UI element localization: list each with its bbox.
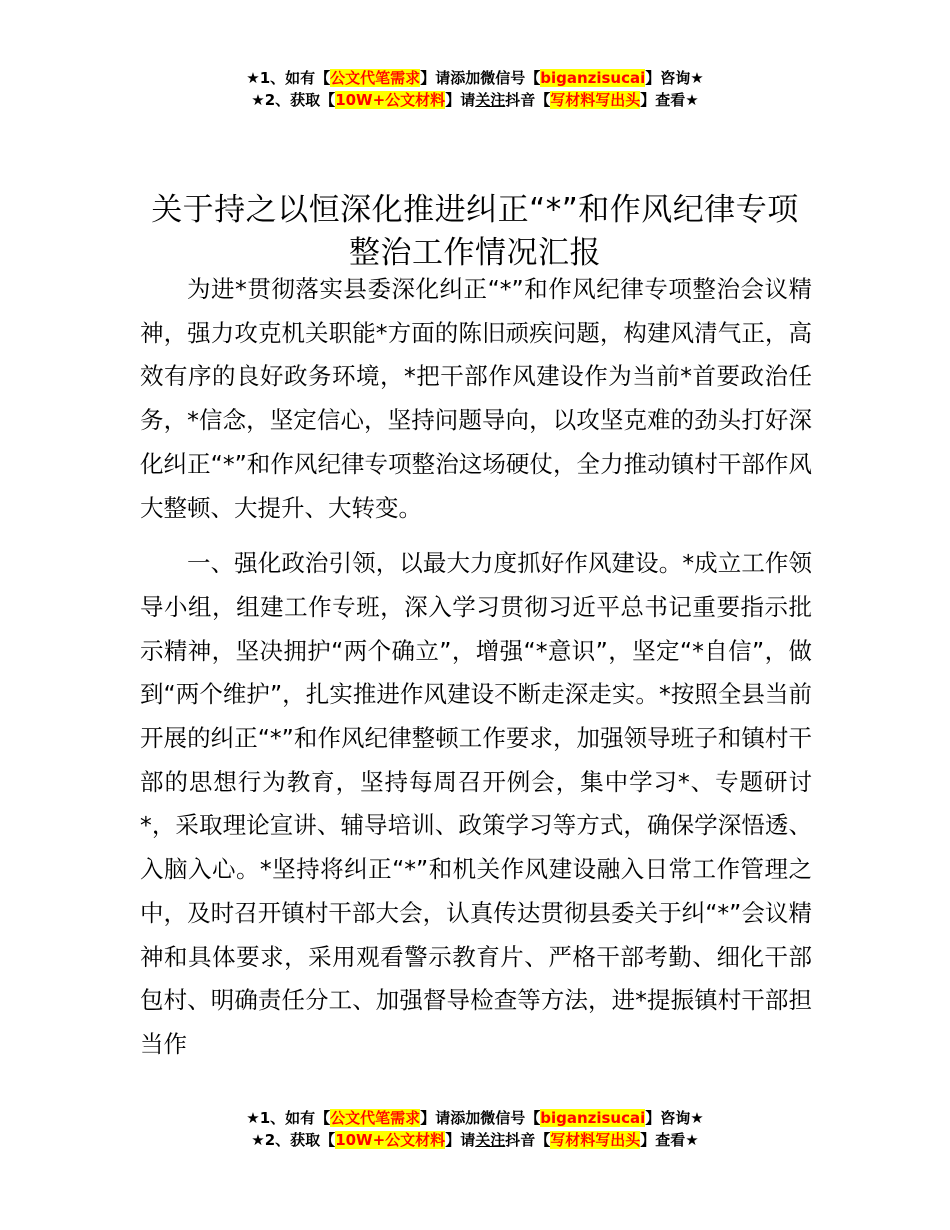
promo-materials-highlight: 10W+公文材料 [335, 91, 446, 109]
promo-follow-underlined: 关注 [475, 91, 506, 109]
promo-materials-highlight: 10W+公文材料 [335, 1131, 446, 1149]
promo-follow-underlined: 关注 [475, 1131, 506, 1149]
promo-line-2-middle-a: 】请 [445, 91, 476, 109]
promo-douyin-account: 写材料写出头 [550, 91, 641, 109]
promo-service-highlight: 公文代笔需求 [330, 69, 421, 87]
footer-promo-banner [0, 1107, 950, 1151]
promo-line-2-middle-b: 抖音【 [505, 1131, 551, 1149]
header-promo-banner [0, 67, 950, 111]
promo-line-1 [0, 1107, 950, 1129]
paragraph-intro: 为进*贯彻落实县委深化纠正“*”和作风纪律专项整治会议精神，强力攻克机关职能*方面的陈旧顽疾问题，构建风清气正，高效有序的良好政务环境，*把干部作风建设作为当前*首要政治任务，*信念，坚定信心，坚持问题导向，以攻坚克难的劲头打好深化纠正“*”和作风纪律专项整治这场硬仗，全力推动镇村干部作风大整顿、大提升、大转变。 [140, 275, 812, 522]
promo-line-2-suffix: 】查看★ [640, 91, 699, 109]
promo-line-1-middle: 】请添加微信号【 [420, 69, 541, 87]
promo-line-2-prefix: ★2、获取【 [251, 1131, 336, 1149]
promo-line-1-suffix: 】咨询★ [645, 69, 704, 87]
promo-line-2-prefix: ★2、获取【 [251, 91, 336, 109]
promo-line-1-prefix: ★1、如有【 [246, 69, 331, 87]
promo-line-2-middle-b: 抖音【 [505, 91, 551, 109]
paragraph-section-1: 一、强化政治引领，以最大力度抓好作风建设。*成立工作领导小组，组建工作专班，深入学习贯彻习近平总书记重要指示批示精神，坚决拥护“两个确立”，增强“*意识”，坚定“*自信”，做到“两个维护”，扎实推进作风建设不断走深走实。*按照全县当前开展的纠正“*”和作风纪律整顿工作要求，加强领导班子和镇村干部的思想行为教育，坚持每周召开例会，集中学习*、专题研讨*，采取理论宣讲、辅导培训、政策学习等方式，确保学深悟透、入脑入心。*坚持将纠正“*”和机关作风建设融入日常工作管理之中，及时召开镇村干部大会，认真传达贯彻县委关于纠“*”会议精神和具体要求，采用观看警示教育片、严格干部考勤、细化干部包村、明确责任分工、加强督导检查等方法，进*提振镇村干部担当作 [140, 549, 812, 1058]
promo-line-2 [0, 1129, 950, 1151]
promo-line-2-suffix: 】查看★ [640, 1131, 699, 1149]
promo-line-2 [0, 89, 950, 111]
promo-line-2-middle-a: 】请 [445, 1131, 476, 1149]
document-body [140, 268, 812, 1067]
document-title: 关于持之以恒深化推进纠正“*”和作风纪律专项整治工作情况汇报 [151, 191, 799, 271]
promo-wechat-id: biganzisucai [540, 69, 646, 87]
promo-line-1-prefix: ★1、如有【 [246, 1109, 331, 1127]
promo-line-1 [0, 67, 950, 89]
promo-douyin-account: 写材料写出头 [550, 1131, 641, 1149]
promo-wechat-id: biganzisucai [540, 1109, 646, 1127]
promo-line-1-suffix: 】咨询★ [645, 1109, 704, 1127]
promo-line-1-middle: 】请添加微信号【 [420, 1109, 541, 1127]
promo-service-highlight: 公文代笔需求 [330, 1109, 421, 1127]
